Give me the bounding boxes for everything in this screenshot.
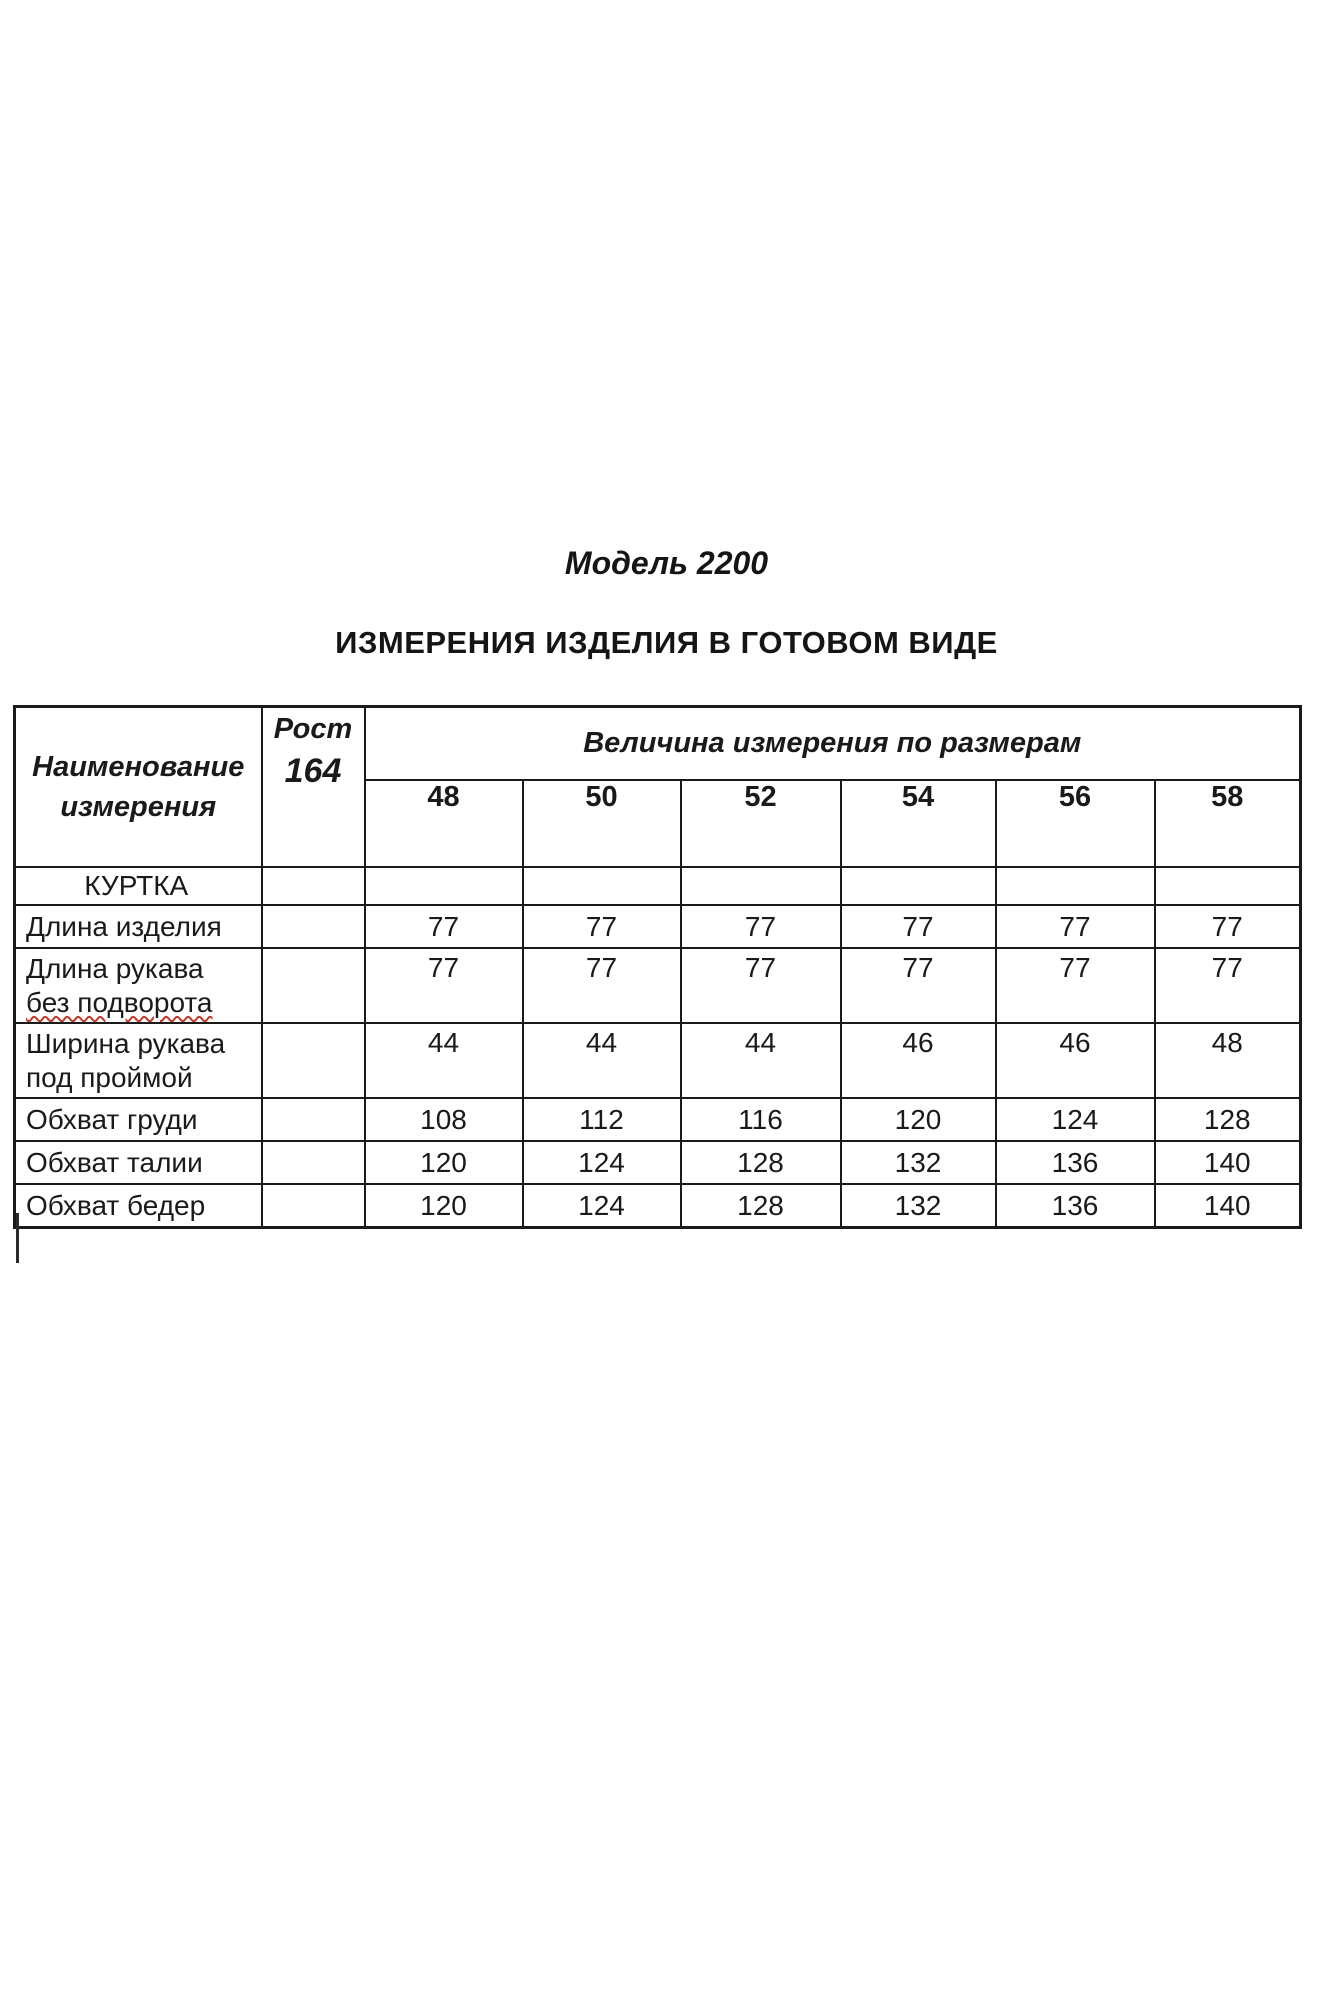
value-cell: 128 <box>681 1141 841 1184</box>
value-cell: 140 <box>1155 1184 1301 1228</box>
size-column-header: 48 <box>365 780 523 867</box>
height-label: Рост <box>273 713 353 745</box>
size-column-header: 56 <box>996 780 1155 867</box>
value-cell: 124 <box>996 1098 1155 1141</box>
value-cell: 112 <box>523 1098 681 1141</box>
measurement-name-line1: Длина рукава <box>26 952 204 984</box>
value-cell: 116 <box>681 1098 841 1141</box>
value-cell: 128 <box>1155 1098 1301 1141</box>
value-cell: 44 <box>681 1023 841 1098</box>
empty-cell <box>1155 867 1301 905</box>
size-column-header: 54 <box>841 780 996 867</box>
empty-cell <box>681 867 841 905</box>
measurements-table <box>13 705 1302 1229</box>
empty-cell <box>262 1098 365 1141</box>
section-label: КУРТКА <box>15 867 262 905</box>
value-cell: 77 <box>523 948 681 1023</box>
value-cell: 77 <box>681 905 841 948</box>
empty-cell <box>262 905 365 948</box>
empty-cell <box>262 1184 365 1228</box>
height-value: 164 <box>284 752 342 790</box>
empty-cell <box>262 867 365 905</box>
value-cell: 124 <box>523 1184 681 1228</box>
table-row <box>15 1184 1301 1228</box>
value-cell: 46 <box>996 1023 1155 1098</box>
value-cell: 77 <box>681 948 841 1023</box>
section-row <box>15 867 1301 905</box>
measurement-name-line1: Ширина рукава <box>26 1027 226 1059</box>
header-height <box>262 707 365 868</box>
value-cell: 77 <box>841 948 996 1023</box>
empty-cell <box>262 948 365 1023</box>
value-cell: 77 <box>365 948 523 1023</box>
measurement-name-cell: Длина изделия <box>15 905 262 948</box>
value-cell: 48 <box>1155 1023 1301 1098</box>
value-cell: 140 <box>1155 1141 1301 1184</box>
value-cell: 77 <box>1155 905 1301 948</box>
table-row <box>15 905 1301 948</box>
measurement-name-line2-misspelled: без подворота <box>26 986 213 1018</box>
value-cell: 77 <box>841 905 996 948</box>
table-row <box>15 948 1301 1023</box>
value-cell: 120 <box>841 1098 996 1141</box>
value-cell: 120 <box>365 1184 523 1228</box>
value-cell: 44 <box>365 1023 523 1098</box>
header-row-top <box>15 707 1301 781</box>
value-cell: 46 <box>841 1023 996 1098</box>
measurement-name-cell <box>15 948 262 1023</box>
text-cursor <box>16 1213 19 1263</box>
empty-cell <box>841 867 996 905</box>
table-row <box>15 1023 1301 1098</box>
document-title: Модель 2200 <box>564 545 769 581</box>
measurement-name-cell: Обхват бедер <box>15 1184 262 1228</box>
measurement-name-cell: Обхват груди <box>15 1098 262 1141</box>
value-cell: 77 <box>1155 948 1301 1023</box>
measurement-name-cell: Обхват талии <box>15 1141 262 1184</box>
measurement-name-line2: под проймой <box>26 1061 193 1093</box>
value-cell: 128 <box>681 1184 841 1228</box>
size-column-header: 58 <box>1155 780 1301 867</box>
value-cell: 77 <box>523 905 681 948</box>
value-cell: 136 <box>996 1184 1155 1228</box>
value-cell: 77 <box>365 905 523 948</box>
value-cell: 132 <box>841 1141 996 1184</box>
empty-cell <box>262 1141 365 1184</box>
header-measurement-name: Наименование измерения <box>15 707 262 868</box>
size-column-header: 50 <box>523 780 681 867</box>
value-cell: 124 <box>523 1141 681 1184</box>
empty-cell <box>365 867 523 905</box>
header-sizes-span: Величина измерения по размерам <box>365 707 1301 781</box>
value-cell: 44 <box>523 1023 681 1098</box>
table-row <box>15 1098 1301 1141</box>
value-cell: 77 <box>996 948 1155 1023</box>
size-column-header: 52 <box>681 780 841 867</box>
value-cell: 120 <box>365 1141 523 1184</box>
value-cell: 108 <box>365 1098 523 1141</box>
value-cell: 77 <box>996 905 1155 948</box>
measurement-name-cell <box>15 1023 262 1098</box>
document-subtitle: ИЗМЕРЕНИЯ ИЗДЕЛИЯ В ГОТОВОМ ВИДЕ <box>335 625 998 660</box>
empty-cell <box>523 867 681 905</box>
value-cell: 132 <box>841 1184 996 1228</box>
table-row <box>15 1141 1301 1184</box>
value-cell: 136 <box>996 1141 1155 1184</box>
empty-cell <box>996 867 1155 905</box>
empty-cell <box>262 1023 365 1098</box>
